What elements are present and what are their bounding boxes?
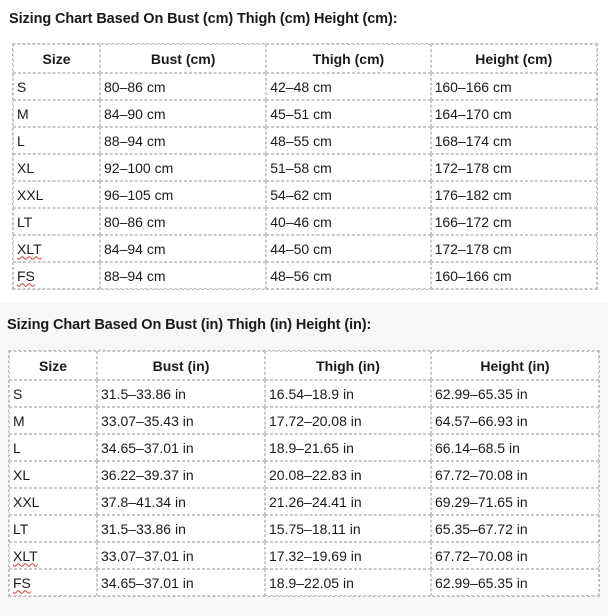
table-row — [13, 208, 597, 235]
table-row — [13, 73, 597, 100]
height-cell: 62.99–65.35 in — [431, 569, 599, 596]
size-cell: M — [9, 407, 97, 434]
thigh-cell: 20.08–22.83 in — [265, 461, 431, 488]
size-label: XLT — [17, 240, 42, 257]
bust-cell: 34.65–37.01 in — [97, 569, 265, 596]
size-cell: L — [9, 434, 97, 461]
bust-cell: 80–86 cm — [100, 208, 266, 235]
bust-cell: 37.8–41.34 in — [97, 488, 265, 515]
size-cell: S — [13, 73, 100, 100]
size-cell: LT — [13, 208, 100, 235]
bust-cell: 36.22–39.37 in — [97, 461, 265, 488]
size-cell: S — [9, 380, 97, 407]
table-row — [9, 542, 599, 569]
thigh-cell: 16.54–18.9 in — [265, 380, 431, 407]
table-row — [13, 181, 597, 208]
bust-cell: 92–100 cm — [100, 154, 266, 181]
height-cell: 64.57–66.93 in — [431, 407, 599, 434]
thigh-cell: 42–48 cm — [266, 73, 430, 100]
in-sizing-section — [0, 302, 608, 616]
header-height: Height (cm) — [431, 44, 597, 73]
size-cell: M — [13, 100, 100, 127]
height-cell: 160–166 cm — [431, 73, 597, 100]
size-cell — [9, 542, 97, 569]
size-cell: XXL — [13, 181, 100, 208]
table-row — [13, 262, 597, 289]
cm-chart-title: Sizing Chart Based On Bust (cm) Thigh (cm) Height (cm): — [9, 11, 398, 27]
thigh-cell: 15.75–18.11 in — [265, 515, 431, 542]
bust-cell: 33.07–35.43 in — [97, 407, 265, 434]
thigh-cell: 48–56 cm — [266, 262, 430, 289]
size-cell — [13, 235, 100, 262]
height-cell: 172–178 cm — [431, 235, 597, 262]
header-thigh: Thigh (cm) — [266, 44, 430, 73]
height-cell: 67.72–70.08 in — [431, 542, 599, 569]
height-cell: 160–166 cm — [431, 262, 597, 289]
size-cell: XXL — [9, 488, 97, 515]
size-cell: L — [13, 127, 100, 154]
in-sizing-table — [8, 350, 600, 597]
bust-cell: 80–86 cm — [100, 73, 266, 100]
height-cell: 62.99–65.35 in — [431, 380, 599, 407]
thigh-cell: 48–55 cm — [266, 127, 430, 154]
header-height: Height (in) — [431, 351, 599, 380]
thigh-cell: 17.32–19.69 in — [265, 542, 431, 569]
size-label: FS — [17, 267, 35, 284]
size-cell: XL — [13, 154, 100, 181]
cm-sizing-section — [0, 0, 608, 300]
height-cell: 67.72–70.08 in — [431, 461, 599, 488]
table-header-row — [9, 351, 599, 380]
table-row — [9, 515, 599, 542]
cm-sizing-table — [12, 43, 598, 290]
bust-cell: 31.5–33.86 in — [97, 515, 265, 542]
thigh-cell: 45–51 cm — [266, 100, 430, 127]
table-row — [9, 380, 599, 407]
bust-cell: 84–94 cm — [100, 235, 266, 262]
table-row — [13, 154, 597, 181]
bust-cell: 88–94 cm — [100, 262, 266, 289]
table-row — [13, 100, 597, 127]
header-thigh: Thigh (in) — [265, 351, 431, 380]
size-cell — [13, 262, 100, 289]
thigh-cell: 18.9–21.65 in — [265, 434, 431, 461]
size-label: FS — [13, 574, 31, 591]
table-row — [9, 569, 599, 596]
bust-cell: 33.07–37.01 in — [97, 542, 265, 569]
thigh-cell: 18.9–22.05 in — [265, 569, 431, 596]
bust-cell: 84–90 cm — [100, 100, 266, 127]
bust-cell: 88–94 cm — [100, 127, 266, 154]
table-row — [9, 407, 599, 434]
height-cell: 69.29–71.65 in — [431, 488, 599, 515]
in-chart-title: Sizing Chart Based On Bust (in) Thigh (in) Height (in): — [7, 317, 372, 333]
thigh-cell: 44–50 cm — [266, 235, 430, 262]
header-size: Size — [9, 351, 97, 380]
thigh-cell: 17.72–20.08 in — [265, 407, 431, 434]
bust-cell: 31.5–33.86 in — [97, 380, 265, 407]
thigh-cell: 40–46 cm — [266, 208, 430, 235]
size-cell: XL — [9, 461, 97, 488]
height-cell: 164–170 cm — [431, 100, 597, 127]
thigh-cell: 21.26–24.41 in — [265, 488, 431, 515]
height-cell: 65.35–67.72 in — [431, 515, 599, 542]
table-row — [9, 461, 599, 488]
height-cell: 172–178 cm — [431, 154, 597, 181]
size-label: XLT — [13, 547, 38, 564]
table-row — [9, 488, 599, 515]
height-cell: 176–182 cm — [431, 181, 597, 208]
height-cell: 166–172 cm — [431, 208, 597, 235]
thigh-cell: 51–58 cm — [266, 154, 430, 181]
height-cell: 66.14–68.5 in — [431, 434, 599, 461]
height-cell: 168–174 cm — [431, 127, 597, 154]
thigh-cell: 54–62 cm — [266, 181, 430, 208]
header-size: Size — [13, 44, 100, 73]
table-row — [9, 434, 599, 461]
table-row — [13, 235, 597, 262]
table-header-row — [13, 44, 597, 73]
table-row — [13, 127, 597, 154]
header-bust: Bust (cm) — [100, 44, 266, 73]
bust-cell: 34.65–37.01 in — [97, 434, 265, 461]
size-cell: LT — [9, 515, 97, 542]
size-cell — [9, 569, 97, 596]
header-bust: Bust (in) — [97, 351, 265, 380]
bust-cell: 96–105 cm — [100, 181, 266, 208]
